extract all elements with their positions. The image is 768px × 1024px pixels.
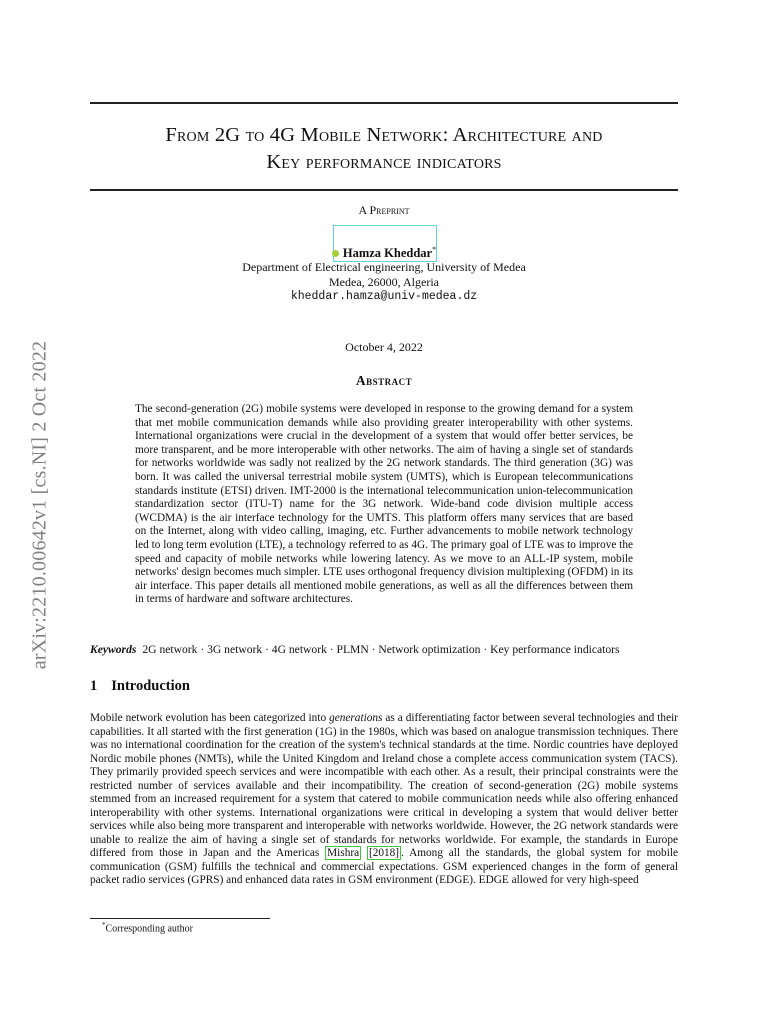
arxiv-side-label: arXiv:2210.00642v1 [cs.NI] 2 Oct 2022 — [28, 340, 51, 670]
orcid-icon[interactable] — [332, 250, 339, 257]
intro-text-part2: as a differentiating factor between several technologies and their capabilities. It all started with the first generation (1G) in the 1980s, which was based on analogue transmission techniques. There was no international coordination for the creation of the system's technical standards at the time. Nordic countries have deployed Nordic mobile phones (NMTs), while the United Kingdom and Ireland chose a complete access communication system (TACS). They primarily provided speech services and were incompatible with each other. As a result, their principal constraints were the restricted number of services available and their incompatibility. The creation of second-generation (2G) mobile systems stemmed from an increased requirement for a system that catered to mobile communication needs while also offering enhanced interoperability with other systems. International organizations were critical in developing a system that would deliver better services while also being more transparent and interoperable with networks worldwide. However, the 2G network standards were unable to realize the aim of having a single set of standards for networks worldwide. For example, the standards in Europe differed from those in Japan and the Americas — [90, 712, 678, 859]
title-bottom-rule — [90, 189, 678, 191]
keywords-label: Keywords — [90, 643, 137, 656]
intro-text-part3: . Among all the standards, the global system for mobile communication (GSM) fulfills the technical and commercial expectations. GSM experienced changes in the form of general packet radio services (GPRS) and enhanced data rates in GSM environment (EDGE). EDGE allowed for very high-speed — [90, 847, 678, 886]
author-block — [90, 245, 678, 261]
author-email[interactable]: kheddar.hamza@univ-medea.dz — [290, 290, 478, 303]
abstract-heading: Abstract — [355, 373, 413, 388]
footnote — [102, 921, 193, 934]
paper-title-line1: From 2G to 4G Mobile Network: Architecture and — [165, 124, 603, 146]
author-marker: * — [432, 245, 437, 254]
intro-paragraph — [90, 712, 678, 888]
section-title: Introduction — [111, 678, 190, 694]
paper-title-line2: Key performance indicators — [266, 151, 502, 173]
intro-emphasis: generations — [329, 712, 383, 724]
section-number: 1 — [90, 678, 98, 694]
intro-text-part1: Mobile network evolution has been categorized into — [90, 712, 330, 724]
paper-date: October 4, 2022 — [345, 340, 423, 354]
footnote-rule — [90, 918, 270, 919]
section-heading — [90, 678, 190, 695]
author-name[interactable]: Hamza Kheddar — [342, 246, 433, 261]
author-address: Medea, 26000, Algeria — [329, 275, 439, 289]
footnote-marker: * — [102, 921, 106, 929]
preprint-label: A Preprint — [358, 203, 410, 217]
keywords-line — [90, 643, 678, 656]
citation-year-link[interactable]: [2018] — [368, 847, 400, 859]
footnote-text: Corresponding author — [105, 923, 193, 935]
top-rule — [90, 102, 678, 104]
keywords-list: 2G network · 3G network · 4G network · PLMN · Network optimization · Key performance indicators — [142, 643, 620, 656]
citation-author-link[interactable]: Mishra — [327, 847, 360, 859]
author-affiliation: Department of Electrical engineering, University of Medea — [242, 260, 526, 274]
abstract-text: The second-generation (2G) mobile systems were developed in response to the growing demand for a system that met mobile communication demands while also providing greater interoperability with other systems. International organizations were crucial in the development of a system that would offer better services, be more transparent, and be more interoperable with other networks. The aim of having a single set of standards for networks worldwide was sadly not realized by the 2G network standards. The third generation (3G) was born. It was called the universal terrestrial mobile system (UMTS), which is European telecommunications standards institute (ETSI) driven. IMT-2000 is the international telecommunication union-telecommunication standardization sector (ITU-T) name for the 3G network. Wide-band code division multiple access (WCDMA) is the air interface technology for the UMTS. This platform offers many services that are based on the Internet, along with video calling, imaging, etc. Further advancements to mobile network technology led to long term evolution (LTE), a technology referred to as 4G. The primary goal of LTE was to improve the speed and capacity of mobile networks while lowering latency. As we move to an ALL-IP system, mobile networks' design becomes much simpler. LTE uses orthogonal frequency division multiplexing (OFDM) in its air interface. This paper details all mentioned mobile generations, as well as all the differences between them in terms of hardware and software architectures. — [135, 403, 633, 606]
